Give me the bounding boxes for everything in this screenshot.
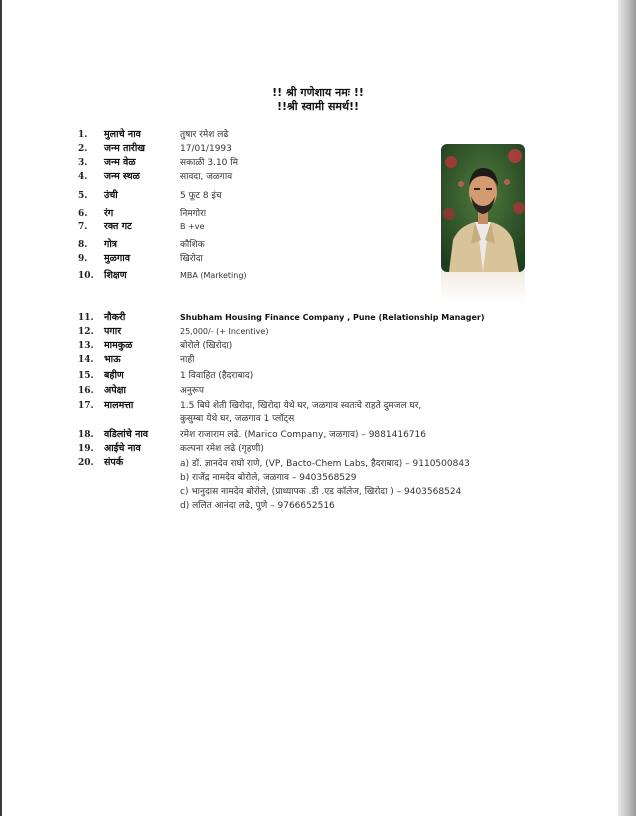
property-line-1: 1.5 बिघे शेती खिरोदा, खिरोदा येथे घर, जळगाव स्वतःचे राहते दुमजल घर, [180, 401, 422, 411]
row-label: अपेक्षा [104, 385, 126, 396]
row-number: 11. [78, 313, 94, 323]
row-value: 1 विवाहित (हैदराबाद) [180, 371, 254, 381]
document-header [0, 86, 636, 114]
row-number: 5. [78, 191, 88, 201]
row-number: 12. [78, 327, 94, 337]
row-label: पगार [104, 326, 122, 337]
property-line-2: कुसुम्बा येथे घर, जळगाव 1 प्लॉट्स [180, 414, 295, 424]
row-label: रक्त गट [104, 221, 132, 232]
row-label: भाऊ [104, 354, 121, 365]
contact-line-c: c) भानुदास नामदेव बोरोले, (प्राध्यापक .डी .एड कॉलेज, खिरोदा ) – 9403568524 [180, 487, 462, 497]
row-label: वडिलांचे नाव [104, 429, 149, 440]
row-label: रंग [104, 208, 114, 219]
row-value: Shubham Housing Finance Company , Pune (Relationship Manager) [180, 313, 485, 322]
row-label: जन्म वेळ [104, 157, 136, 168]
row-value: B +ve [180, 222, 205, 231]
page-right-shadow [618, 0, 636, 816]
row-number: 19. [78, 444, 94, 454]
row-number: 3. [78, 158, 88, 168]
header-line-1: !! श्री गणेशाय नमः !! [272, 86, 364, 99]
row-value: सकाळी 3.10 मि [180, 158, 238, 168]
row-label: मुळगाव [104, 253, 130, 264]
row-number: 2. [78, 144, 88, 154]
row-label: संपर्क [104, 457, 124, 468]
row-label: मुलाचे नाव [104, 129, 141, 140]
row-label: गोत्र [104, 239, 118, 250]
row-value: तुषार रमेश लढे [180, 130, 229, 140]
row-number: 9. [78, 254, 88, 264]
row-number: 15. [78, 371, 94, 381]
row-number: 14. [78, 355, 94, 365]
row-value: खिरोदा [180, 254, 203, 264]
row-label: उंची [104, 190, 118, 201]
row-number: 6. [78, 209, 88, 219]
row-number: 7. [78, 222, 88, 232]
row-label: जन्म तारीख [104, 143, 146, 154]
row-value: निमगोरा [180, 209, 207, 219]
row-label: मामकुळ [104, 340, 133, 351]
row-value: 5 फूट 8 इंच [180, 191, 222, 201]
row-number: 4. [78, 172, 88, 182]
profile-photo-illustration [441, 144, 525, 272]
row-label: जन्म स्थळ [104, 171, 140, 182]
row-value: कल्पना रमेश लढे (गृहणी) [180, 444, 264, 454]
row-number: 17. [78, 401, 94, 411]
row-value: कौशिक [180, 240, 205, 250]
row-value: 25,000/- (+ Incentive) [180, 327, 269, 336]
row-value: बोरोले (खिरोदा) [180, 341, 233, 351]
row-value: रमेश राजाराम लढे. (Marico Company, जळगाव) – 9881416716 [180, 430, 426, 440]
row-value: 17/01/1993 [180, 144, 232, 154]
row-number: 18. [78, 430, 94, 440]
row-label: बहीण [104, 370, 124, 381]
row-number: 16. [78, 386, 94, 396]
row-label: मालमत्ता [104, 400, 134, 411]
row-label: आईचे नाव [104, 443, 141, 454]
photo-reflection [441, 272, 525, 302]
row-value: सावदा, जळगाव [180, 172, 233, 182]
row-label: नौकरी [104, 312, 126, 323]
row-value: अनुरूप [180, 386, 204, 396]
row-number: 10. [78, 271, 94, 281]
page-left-edge [0, 0, 2, 816]
row-number: 8. [78, 240, 88, 250]
contact-line-d: d) ललित आनंदा लढे, पुणे – 9766652516 [180, 501, 335, 511]
row-value: MBA (Marketing) [180, 271, 247, 280]
row-number: 1. [78, 130, 88, 140]
header-line-2: !!श्री स्वामी समर्थ!! [276, 100, 360, 113]
contact-line-a: a) डॉ. ज्ञानदेव राघो राणे, (VP, Bacto-Chem Labs, हैदराबाद) – 9110500843 [180, 459, 470, 469]
profile-photo [441, 144, 525, 272]
row-label: शिक्षण [104, 270, 127, 281]
row-value: नाही [180, 355, 195, 365]
row-number: 20. [78, 458, 94, 468]
contact-line-b: b) राजेंद्र नामदेव बोरोले, जळगाव – 9403568529 [180, 473, 357, 483]
row-number: 13. [78, 341, 94, 351]
